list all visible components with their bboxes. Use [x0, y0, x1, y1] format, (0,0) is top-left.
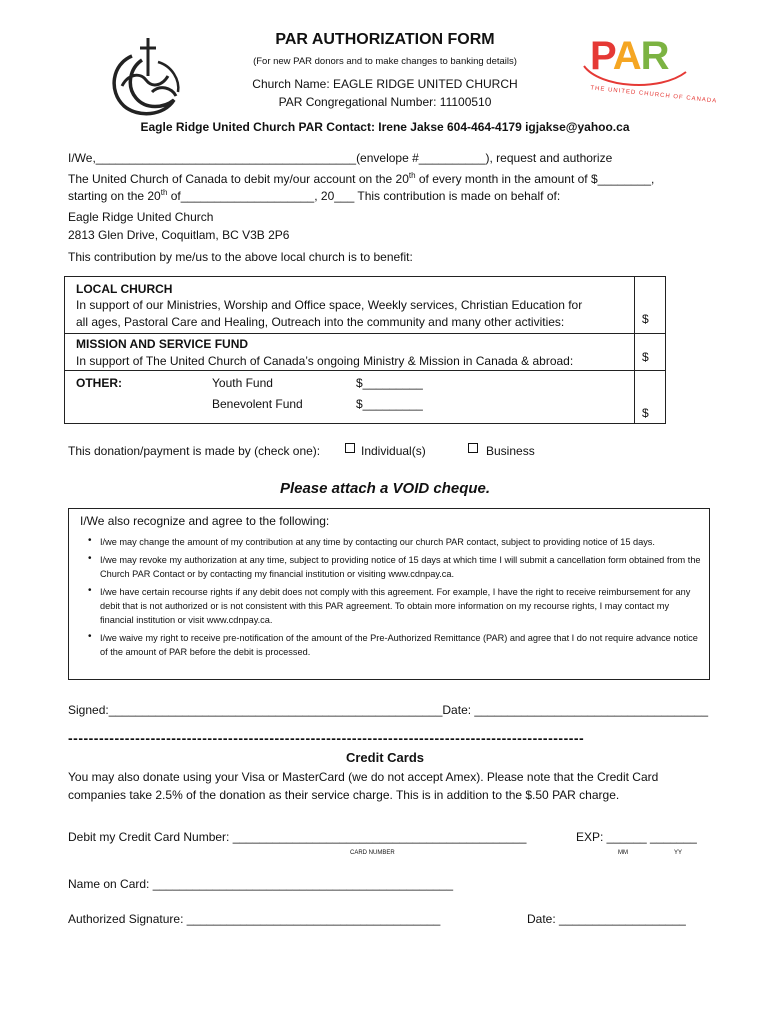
form-title: PAR AUTHORIZATION FORM — [275, 31, 495, 48]
par-contact: Eagle Ridge United Church PAR Contact: Irene Jakse 604-464-4179 igjakse@yahoo.ca — [140, 120, 630, 134]
bullet-icon: • — [88, 553, 92, 564]
list-item — [88, 631, 704, 659]
credit-text-1: You may also donate using your Visa or MasterCard (we do not accept Amex). Please note that the Credit Card — [68, 770, 659, 784]
name-on-card-field[interactable]: Name on Card: _____________________________________________ — [68, 877, 454, 891]
credit-date-field[interactable]: Date: ___________________ — [527, 912, 686, 926]
form-subtitle: (For new PAR donors and to make changes to banking details) — [253, 56, 517, 67]
card-number-caption: CARD NUMBER — [350, 850, 395, 856]
credit-cards-heading: Credit Cards — [345, 750, 425, 765]
par-logo-letter: R — [640, 34, 669, 78]
par-logo-arc-text: THE UNITED CHURCH OF CANADA — [590, 85, 718, 105]
other-heading: OTHER: — [76, 376, 122, 390]
bullet-icon: • — [88, 585, 92, 596]
address-line-2: 2813 Glen Drive, Coquitlam, BC V3B 2P6 — [68, 228, 290, 242]
address-line-1: Eagle Ridge United Church — [68, 210, 214, 224]
list-item — [88, 553, 704, 581]
benevolent-fund-amount[interactable]: $_________ — [356, 397, 423, 411]
bullet-icon: • — [88, 535, 92, 546]
card-number-field[interactable]: Debit my Credit Card Number: ____________________________________________ — [68, 830, 527, 844]
youth-fund-amount[interactable]: $_________ — [356, 376, 423, 390]
local-church-desc-2: all ages, Pastoral Care and Healing, Outreach into the community and many other activities: — [76, 315, 565, 329]
cut-line-divider: ---------------------------------------------------------------------------------------------------- — [68, 730, 585, 746]
authorized-signature-field[interactable]: Authorized Signature: ______________________________________ — [68, 912, 441, 926]
authorization-line-3[interactable] — [68, 185, 560, 204]
table-row-divider — [64, 333, 666, 334]
ordinal-suffix: th — [408, 171, 416, 180]
expiry-field[interactable]: EXP: ______ _______ — [576, 830, 697, 844]
par-logo-letter: P — [590, 34, 613, 78]
par-logo-letter: A — [612, 34, 641, 78]
agreement-item-3: I/we have certain recourse rights if any debit does not comply with this agreement. For example, I have the right to receive reimbursement for any debit that is not authorized or is not consistent with this PAR agreement. To obtain more information on my recourse rights, I may contact my financial institution or visit www.cdnpay.ca. — [100, 587, 691, 625]
agreement-item-2: I/we may revoke my authorization at any time, subject to providing notice of 15 days at which time I will submit a cancellation form obtained from the Church PAR Contact or by contacting my financial institution or visiting www.cdnpay.ca. — [100, 555, 701, 579]
church-name: Church Name: EAGLE RIDGE UNITED CHURCH — [252, 77, 518, 91]
authorization-line-2-b: of every month in the amount of $________, — [415, 172, 655, 186]
local-church-heading: LOCAL CHURCH — [76, 282, 173, 296]
benevolent-fund-label: Benevolent Fund — [212, 397, 303, 411]
benefit-text: This contribution by me/us to the above local church is to benefit: — [68, 250, 413, 264]
authorization-line-3-a: starting on the 20 — [68, 189, 161, 203]
individual-checkbox[interactable] — [345, 443, 355, 453]
agreement-item-4: I/we waive my right to receive pre-notification of the amount of the Pre-Authorized Remittance (PAR) and agree that I do not require advance notice of the amount of PAR before the debit is processed. — [100, 633, 698, 657]
ordinal-suffix: th — [160, 188, 168, 197]
mission-heading: MISSION AND SERVICE FUND — [76, 337, 249, 351]
yy-caption: YY — [674, 850, 683, 856]
business-label: Business — [486, 444, 535, 458]
congregational-number: PAR Congregational Number: 11100510 — [278, 95, 492, 109]
table-divider — [634, 276, 635, 424]
list-item — [88, 535, 704, 549]
authorization-line-3-b: of____________________, 20___ This contribution is made on behalf of: — [167, 189, 561, 203]
local-church-desc-1: In support of our Ministries, Worship and Office space, Weekly services, Christian Education for — [76, 298, 583, 312]
agreement-intro: I/We also recognize and agree to the following: — [80, 514, 330, 528]
youth-fund-label: Youth Fund — [212, 376, 273, 390]
authorization-line-2-a: The United Church of Canada to debit my/our account on the 20 — [68, 172, 409, 186]
list-item — [88, 585, 704, 627]
mission-desc: In support of The United Church of Canada’s ongoing Ministry & Mission in Canada & abroad: — [76, 354, 574, 368]
table-row-divider — [64, 370, 666, 371]
authorization-line-1[interactable]: I/We,_______________________________________(envelope #__________), request and authorize — [68, 151, 613, 165]
credit-text-2: companies take 2.5% of the donation as their service charge. This is in addition to the $.50 PAR charge. — [68, 788, 620, 802]
bullet-icon: • — [88, 631, 92, 642]
payment-type-label: This donation/payment is made by (check one): — [68, 444, 321, 458]
void-cheque-notice: Please attach a VOID cheque. — [279, 480, 491, 497]
other-amount[interactable]: $ — [642, 406, 649, 420]
local-church-amount[interactable]: $ — [642, 312, 649, 326]
signature-line[interactable]: Signed:__________________________________________________Date: ___________________________________ — [68, 703, 708, 717]
mm-caption: MM — [618, 850, 628, 856]
individual-label: Individual(s) — [361, 444, 426, 458]
agreement-item-1: I/we may change the amount of my contribution at any time by contacting our church PAR contact, subject to providing notice of 15 days. — [100, 537, 655, 547]
mission-amount[interactable]: $ — [642, 350, 649, 364]
business-checkbox[interactable] — [468, 443, 478, 453]
agreement-list — [88, 535, 704, 659]
